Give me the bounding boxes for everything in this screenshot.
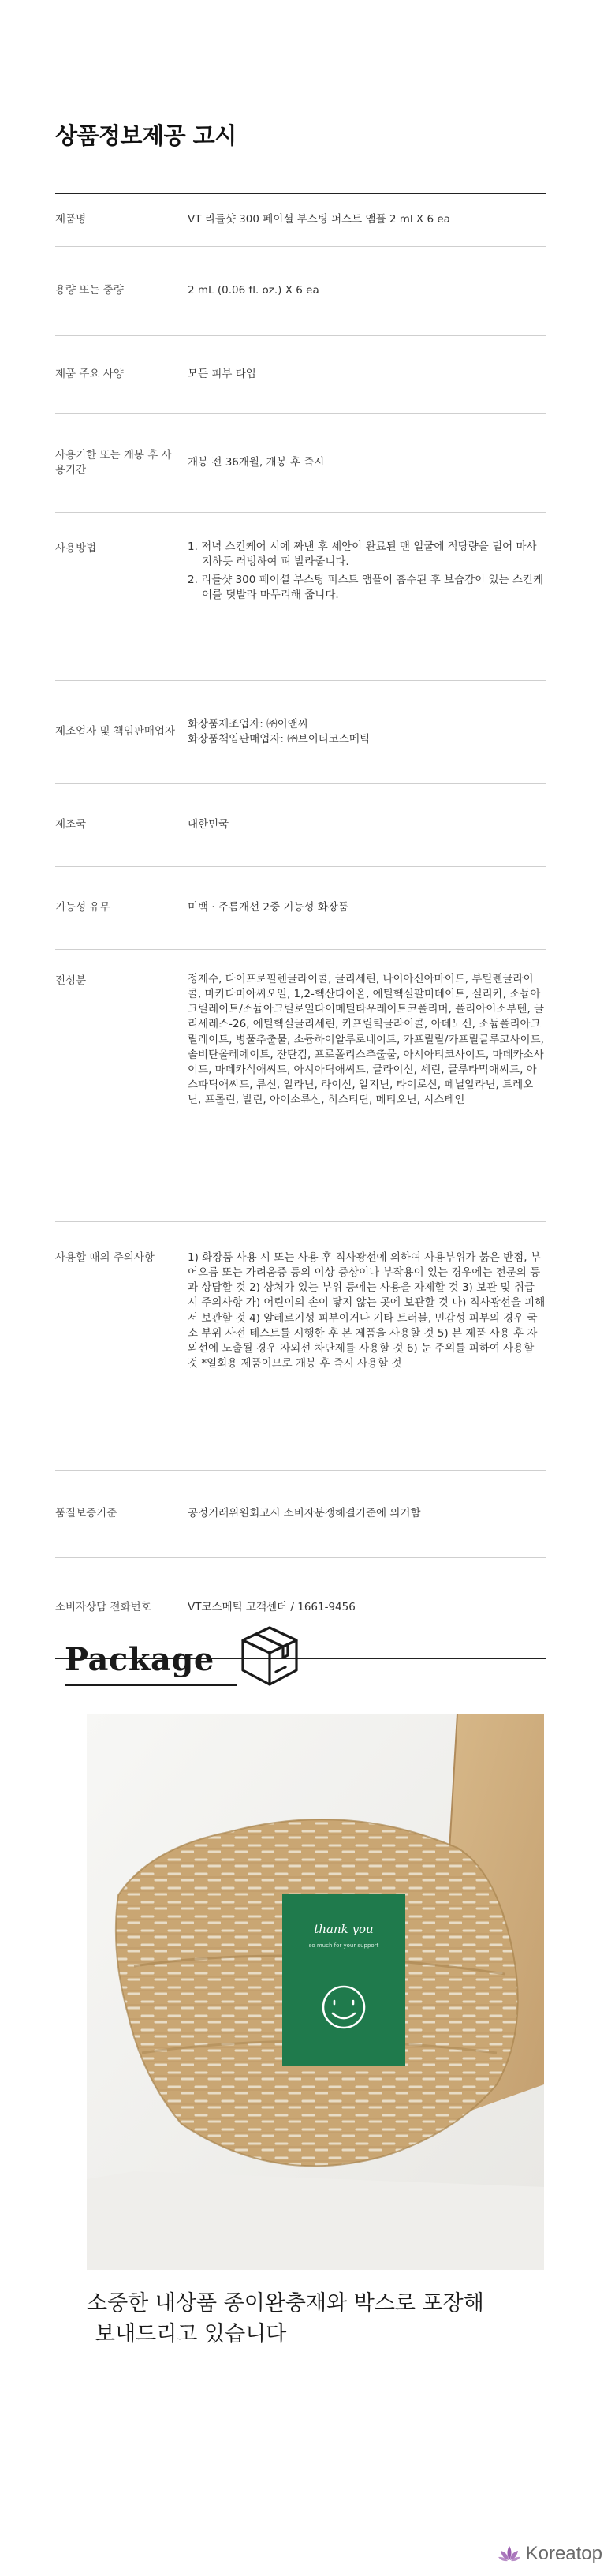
row-value-manufacturer: 화장품제조업자: ㈜이앤씨 화장품책임판매업자: ㈜브이티코스메틱 bbox=[188, 681, 546, 784]
table-row bbox=[55, 681, 546, 784]
row-value-usage bbox=[188, 513, 546, 681]
product-info-table bbox=[55, 193, 546, 1659]
table-row bbox=[55, 247, 546, 336]
row-value-volume: 2 mL (0.06 fl. oz.) X 6 ea bbox=[188, 247, 546, 336]
usage-steps bbox=[188, 540, 546, 604]
row-label-manufacturer: 제조업자 및 책임판매업자 bbox=[55, 681, 188, 784]
row-label-ingredients: 전성분 bbox=[55, 950, 188, 1222]
caption-line-1: 소중한 내상품 종이완충재와 박스로 포장해 bbox=[87, 2291, 484, 2316]
caption-line-2: 보내드리고 있습니다 bbox=[95, 2322, 287, 2347]
table-row bbox=[55, 513, 546, 681]
usage-step: 1. 저녁 스킨케어 시에 짜낸 후 세안이 완료된 맨 얼굴에 적당량을 덜어 마사지하듯 러빙하여 펴 발라줍니다. bbox=[188, 540, 537, 569]
row-value-product-name: VT 리들샷 300 페이셜 부스팅 퍼스트 앰플 2 ml X 6 ea bbox=[188, 193, 546, 247]
row-label-usage: 사용방법 bbox=[55, 513, 188, 681]
brand-watermark bbox=[498, 2543, 602, 2565]
table-row bbox=[55, 1471, 546, 1558]
brand-name: Koreatop bbox=[525, 2543, 602, 2564]
row-value-contact: VT코스메틱 고객센터 / 1661-9456 bbox=[188, 1601, 356, 1614]
package-heading: Package bbox=[65, 1641, 214, 1678]
table-row bbox=[55, 1222, 546, 1471]
lotus-icon bbox=[498, 2544, 521, 2563]
sticker-line-2: so much for your support bbox=[308, 1942, 379, 1949]
row-label-spec: 제품 주요 사양 bbox=[55, 336, 188, 414]
row-value-functional: 미백 · 주름개선 2중 기능성 화장품 bbox=[188, 867, 546, 950]
row-value-ingredients: 정제수, 다이프로필렌글라이콜, 글리세린, 나이아신아마이드, 부틸렌글라이콜, 마카다미아씨오일, 1,2-헥산다이올, 에틸헥실팔미테이트, 실리카, 소듐아크릴레이트/소듐아크릴로일다이메틸타우레이트코폴리머, 폴리아이소부텐, 글리세레스-26, 에틸헥실글리세린, 카프릴릭글라이콜, 아데노신, 소듐폴리아크릴레이트, 병풀추출물, 소듐하이알루로네이트, 카프릴릴/카프릴글루코사이드, 솔비탄올레에이트, 잔탄검, 프로폴리스추출물, 아시아티코사이드, 마데카소사이드, 마데카식애씨드, 아시아틱애씨드, 글라이신, 세린, 글루타믹애씨드, 아스파틱애씨드, 류신, 알라닌, 라이신, 알지닌, 타이로신, 페닐알라닌, 트레오닌, 프롤린, 발린, 아이소류신, 히스티딘, 메티오닌, 시스테인 bbox=[188, 950, 546, 1222]
row-label-expiry: 사용기한 또는 개봉 후 사용기간 bbox=[55, 414, 188, 513]
package-photo bbox=[87, 1714, 544, 2270]
row-label-volume: 용량 또는 중량 bbox=[55, 247, 188, 336]
table-row bbox=[55, 193, 546, 247]
row-value-expiry: 개봉 전 36개월, 개봉 후 즉시 bbox=[188, 414, 546, 513]
sticker-line-1: thank you bbox=[314, 1922, 374, 1936]
row-value-caution: 1) 화장품 사용 시 또는 사용 후 직사광선에 의하여 사용부위가 붉은 반점, 부어오름 또는 가려움증 등의 이상 증상이나 부작용이 있는 경우에는 전문의 등과 상담할 것 2) 상처가 있는 부위 등에는 사용을 자제할 것 3) 보관 및 취급 시 주의사항 가) 어린이의 손이 닿지 않는 곳에 보관할 것 나) 직사광선을 피해서 보관할 것 4) 알레르기성 피부이거나 기타 트러블, 민감성 피부의 경우 국소 부위 사전 테스트를 시행한 후 본 제품을 사용할 것 5) 본 제품 사용 후 자외선에 노출될 경우 자외선 차단제를 사용할 것 6) 눈 주위를 피하여 사용할 것 *일회용 제품이므로 개봉 후 즉시 사용할 것 bbox=[188, 1222, 546, 1471]
table-row bbox=[55, 414, 546, 513]
row-value-spec: 모든 피부 타입 bbox=[188, 336, 546, 414]
row-label-country: 제조국 bbox=[55, 784, 188, 867]
thank-you-sticker bbox=[282, 1894, 405, 2066]
row-label-product-name: 제품명 bbox=[55, 193, 188, 247]
row-value-quality: 공정거래위원회고시 소비자분쟁해결기준에 의거함 bbox=[188, 1471, 546, 1558]
row-label-quality: 품질보증기준 bbox=[55, 1471, 188, 1558]
row-label-caution: 사용할 때의 주의사항 bbox=[55, 1222, 188, 1471]
row-label-functional: 기능성 유무 bbox=[55, 867, 188, 950]
package-caption bbox=[87, 2288, 576, 2350]
usage-step: 2. 리들샷 300 페이셜 부스팅 퍼스트 앰플이 흡수된 후 보습감이 있는 스킨케어를 덧발라 마무리해 줍니다. bbox=[188, 574, 543, 602]
table-row bbox=[55, 336, 546, 414]
row-value-country: 대한민국 bbox=[188, 784, 546, 867]
package-box-icon bbox=[235, 1621, 304, 1691]
table-row bbox=[55, 950, 546, 1222]
page-title: 상품정보제공 고시 bbox=[55, 122, 237, 149]
table-row bbox=[55, 867, 546, 950]
package-heading-underline bbox=[65, 1684, 237, 1686]
row-label-contact: 소비자상담 전화번호 bbox=[55, 1601, 151, 1614]
table-row bbox=[55, 784, 546, 867]
